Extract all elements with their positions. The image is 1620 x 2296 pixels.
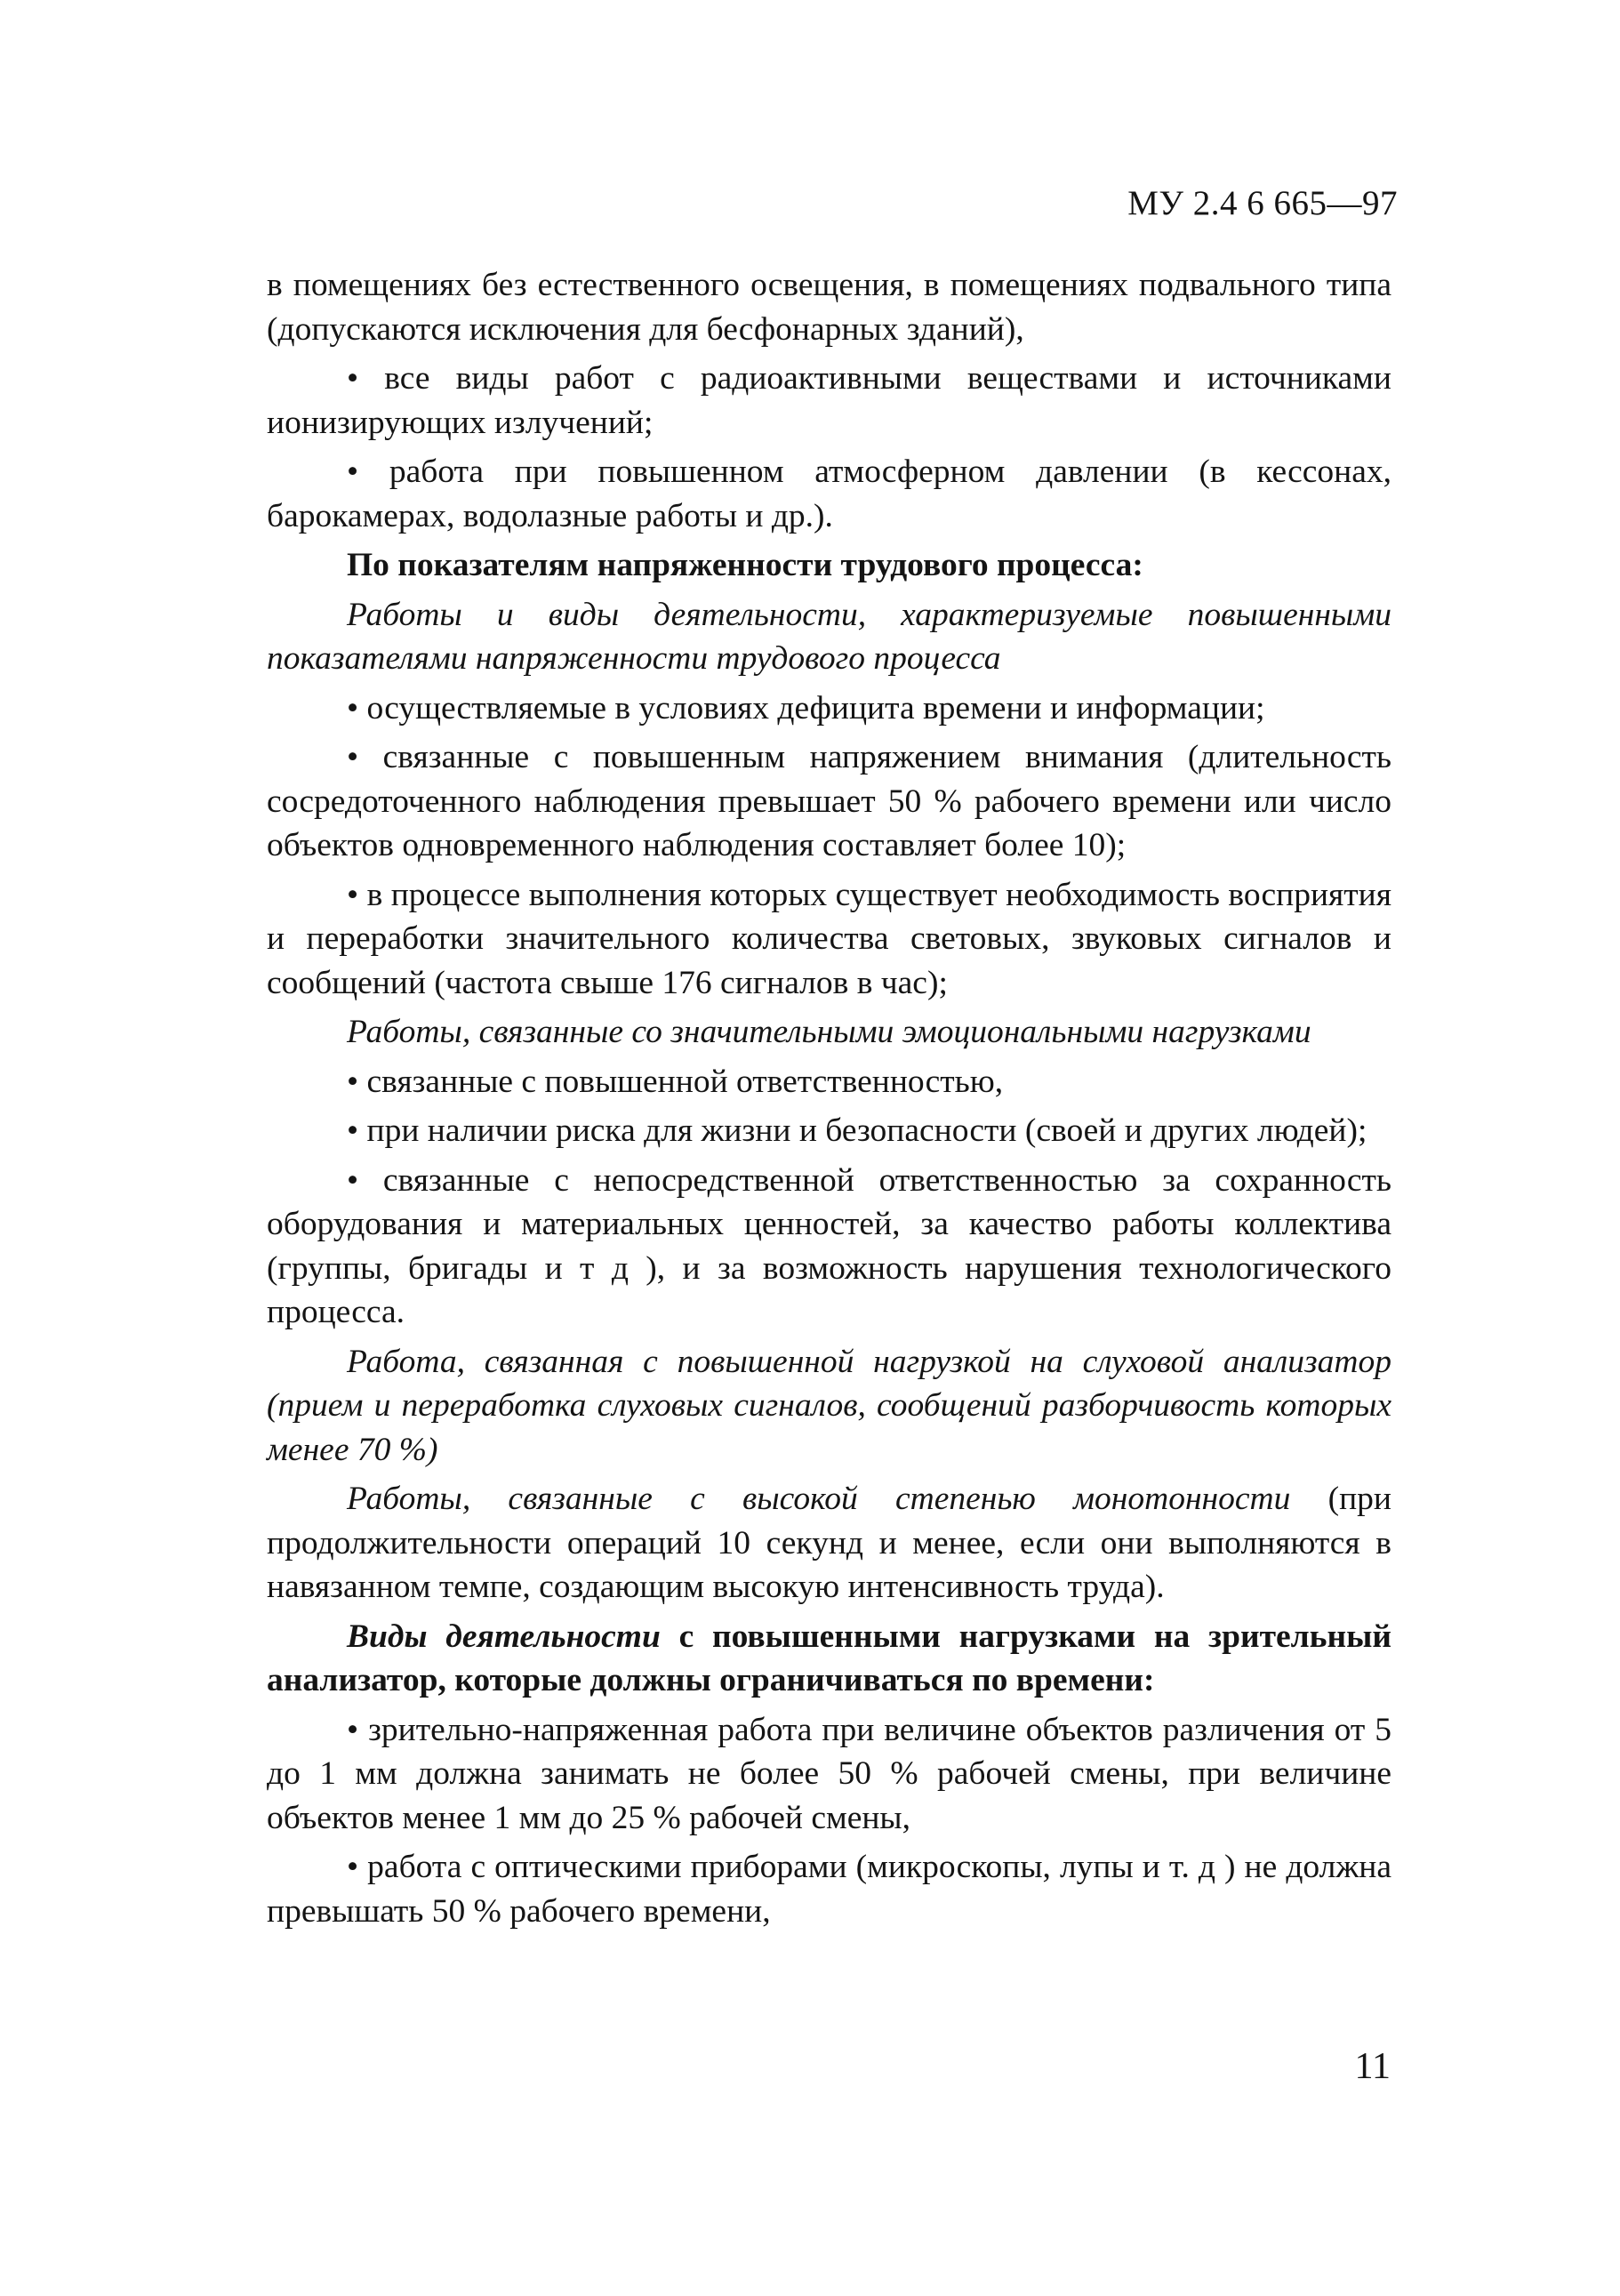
bullet-item: • связанные с повышенным напряжением внимания (длительность сосредоточенного наблюдения превышает 50 % рабочего времени или число объектов одновременного наблюдения составляет более 10);	[267, 739, 1391, 863]
bullet-item: • связанные с непосредственной ответственностью за сохранность оборудования и материальных ценностей, за качество работы коллектива (группы, бригады и т д ), и за возможность нарушения технологического процесса.	[267, 1161, 1391, 1330]
bullet-item: • работа при повышенном атмосферном давлении (в кессонах, барокамерах, водолазные работы и др.).	[267, 454, 1391, 534]
italic-paragraph: Работа, связанная с повышенной нагрузкой на слуховой анализатор (прием и переработка слуховых сигналов, сообщений разборчивость которых менее 70 %)	[267, 1343, 1391, 1468]
bullet-item: • зрительно-напряженная работа при величине объектов различения от 5 до 1 мм должна занимать не более 50 % рабочей смены, при величине объектов менее 1 мм до 25 % рабочей смены,	[267, 1711, 1391, 1836]
bullet-item: • при наличии риска для жизни и безопасности (своей и других людей);	[347, 1112, 1367, 1149]
paragraph-rest: (при продолжительности операций 10 секунд и менее, если они выполняются в навязанном темпе, создающим высокую интенсивность труда).	[267, 1481, 1391, 1605]
bold-italic-lead: Виды деятельности	[347, 1618, 661, 1655]
bullet-item: • осуществляемые в условиях дефицита времени и информации;	[347, 689, 1265, 727]
section-heading: По показателям напряженности трудового процесса:	[347, 547, 1143, 583]
section-heading-2	[267, 1615, 1391, 1703]
document-header: МУ 2.4 6 665—97	[1127, 184, 1398, 222]
page-number: 11	[1354, 2046, 1391, 2087]
bullet-item: • связанные с повышенной ответственностью,	[347, 1063, 1004, 1100]
bullet-item: • все виды работ с радиоактивными веществами и источниками ионизирующих излучений;	[267, 360, 1391, 441]
italic-lead: Работы, связанные с высокой степенью монотонности	[347, 1481, 1291, 1517]
mixed-paragraph	[267, 1477, 1391, 1610]
italic-subheading: Работы и виды деятельности, характеризуемые повышенными показателями напряженности трудового процесса	[267, 596, 1391, 677]
bullet-item: • в процессе выполнения которых существует необходимость восприятия и переработки значительного количества световых, звуковых сигналов и сообщений (частота свыше 176 сигналов в час);	[267, 876, 1391, 1001]
heading-rest: с повышенными нагрузками на зрительный анализатор, которые должны ограничиваться по времени:	[267, 1618, 1392, 1698]
paragraph: в помещениях без естественного освещения, в помещениях подвального типа (допускаются исключения для бесфонарных зданий),	[267, 267, 1391, 348]
bullet-item: • работа с оптическими приборами (микроскопы, лупы и т. д ) не должна превышать 50 % рабочего времени,	[267, 1849, 1391, 1930]
document-body	[267, 263, 1391, 1939]
italic-subheading: Работы, связанные со значительными эмоциональными нагрузками	[347, 1014, 1311, 1050]
